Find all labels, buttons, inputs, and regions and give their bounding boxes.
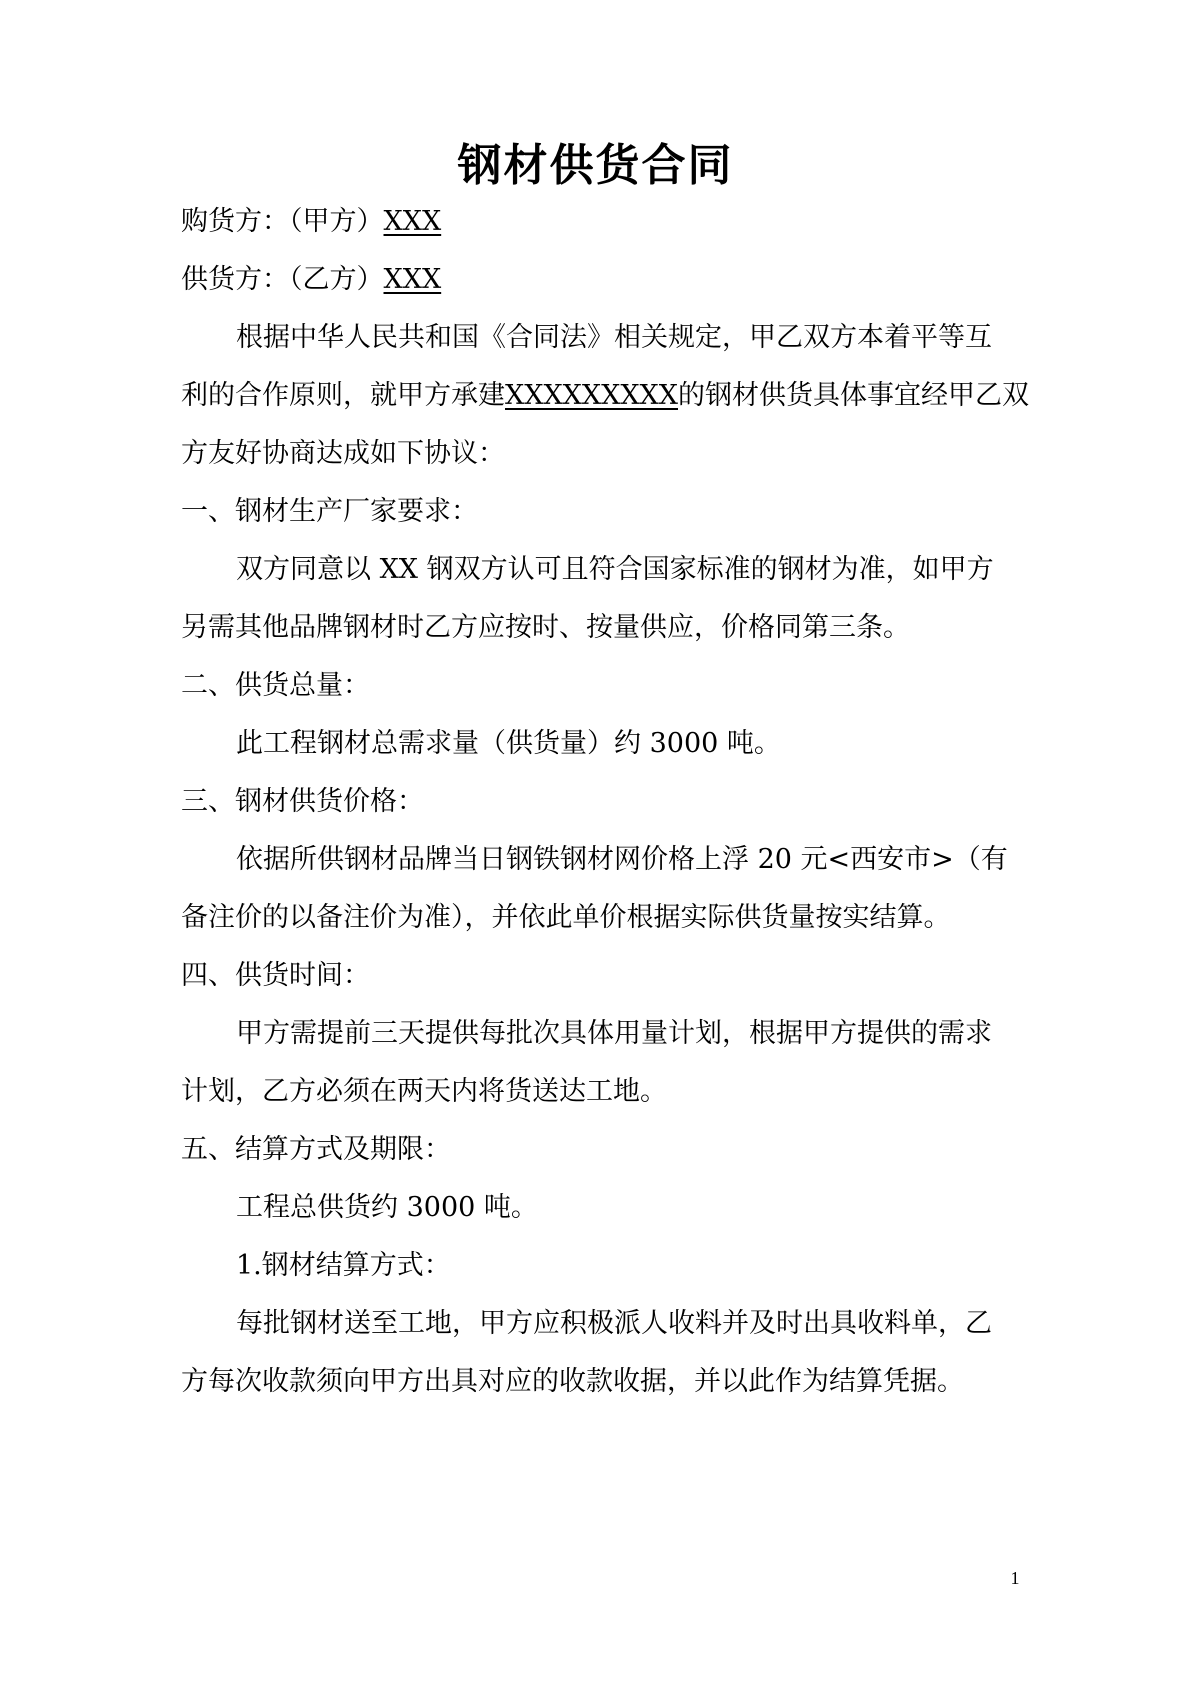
section-4-line-2: 计划，乙方必须在两天内将货送达工地。: [181, 1076, 667, 1107]
section-3-heading: 三、钢材供货价格：: [181, 786, 424, 817]
page-number: 1: [1010, 1568, 1020, 1588]
intro-line-1: 根据中华人民共和国《合同法》相关规定，甲乙双方本着平等互: [236, 322, 992, 353]
supplier-label: 供货方：（乙方）: [181, 264, 384, 295]
page-title: 钢材供货合同: [457, 140, 734, 191]
supplier-line: [181, 260, 1021, 300]
intro-line-2-before: 利的合作原则，就甲方承建: [181, 380, 505, 411]
buyer-name: XXX: [383, 206, 442, 237]
section-2-line-1: 此工程钢材总需求量（供货量）约 3000 吨。: [236, 728, 781, 759]
buyer-line: [181, 202, 1021, 242]
section-4-line-1: 甲方需提前三天提供每批次具体用量计划，根据甲方提供的需求: [236, 1018, 992, 1049]
supplier-name: XXX: [383, 264, 442, 295]
section-5-sub-1-line-1: 每批钢材送至工地，甲方应积极派人收料并及时出具收料单，乙: [236, 1308, 992, 1339]
section-5-line-1: 工程总供货约 3000 吨。: [236, 1192, 538, 1223]
section-5-heading: 五、结算方式及期限：: [181, 1134, 451, 1165]
section-1-heading: 一、钢材生产厂家要求：: [181, 496, 478, 527]
section-5-sub-1-heading: 1.钢材结算方式：: [236, 1250, 451, 1281]
section-1-line-2: 另需其他品牌钢材时乙方应按时、按量供应，价格同第三条。: [181, 612, 910, 643]
section-5-sub-1-line-2: 方每次收款须向甲方出具对应的收款收据，并以此作为结算凭据。: [181, 1366, 964, 1397]
section-2-heading: 二、供货总量：: [181, 670, 370, 701]
intro-line-2-after: 的钢材供货具体事宜经甲乙双: [678, 380, 1029, 411]
project-name: XXXXXXXXX: [505, 380, 678, 411]
intro-line-3: 方友好协商达成如下协议：: [181, 438, 505, 469]
section-1-line-1: 双方同意以 XX 钢双方认可且符合国家标准的钢材为准，如甲方: [236, 554, 994, 585]
intro-line-2: [181, 376, 1029, 416]
section-4-heading: 四、供货时间：: [181, 960, 370, 991]
section-3-line-1: 依据所供钢材品牌当日钢铁钢材网价格上浮 20 元<西安市>（有: [236, 844, 1008, 875]
buyer-label: 购货方：（甲方）: [181, 206, 384, 237]
section-3-line-2: 备注价的以备注价为准），并依此单价根据实际供货量按实结算。: [181, 902, 951, 933]
